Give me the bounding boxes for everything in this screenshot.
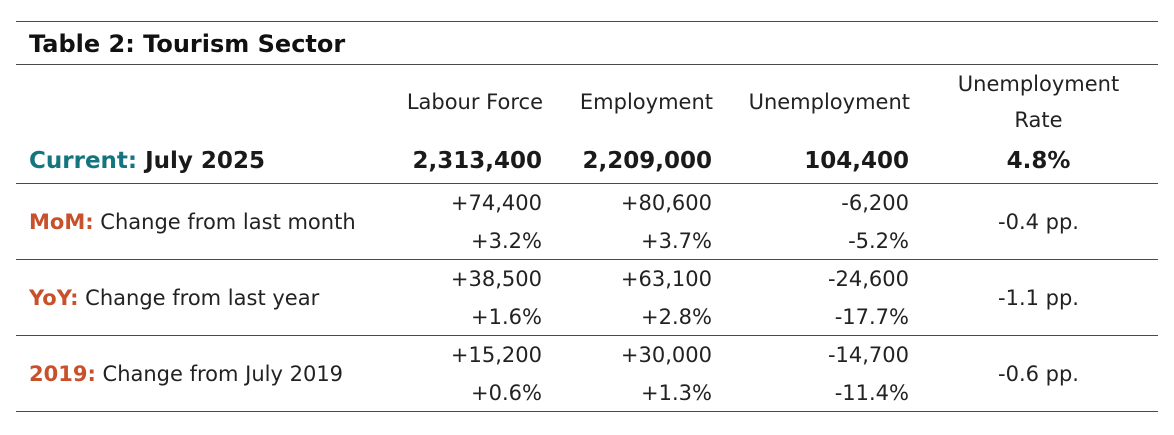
yoy-labour-force-pct: +1.6% (384, 298, 549, 336)
mom-label (16, 184, 384, 260)
y2019-unemployment-pct: -11.4% (715, 374, 913, 412)
current-row (16, 138, 1158, 184)
y2019-prefix: 2019: (29, 361, 96, 386)
mom-unemployment: -6,200 (841, 191, 909, 215)
table-title-row (16, 21, 1158, 65)
table-row (16, 184, 1158, 223)
header-labour-force: Labour Force (406, 89, 543, 114)
yoy-description: Change from last year (78, 285, 320, 310)
header-rate-line2: Rate (1014, 107, 1063, 132)
mom-employment: +80,600 (620, 191, 712, 215)
y2019-label (16, 336, 384, 412)
current-period: July 2025 (137, 147, 265, 174)
mom-employment-pct: +3.7% (549, 222, 715, 260)
y2019-employment: +30,000 (620, 343, 712, 367)
yoy-label (16, 260, 384, 336)
yoy-rate: -1.1 pp. (913, 260, 1158, 336)
y2019-employment-pct: +1.3% (549, 374, 715, 412)
mom-unemployment-pct: -5.2% (715, 222, 913, 260)
table-title: Table 2: Tourism Sector (29, 30, 346, 58)
table-row (16, 260, 1158, 299)
yoy-labour-force: +38,500 (450, 267, 542, 291)
current-unemployment: 104,400 (715, 138, 913, 184)
header-rate-line1: Unemployment (957, 71, 1120, 96)
current-labour-force: 2,313,400 (384, 138, 549, 184)
current-label (16, 138, 384, 184)
y2019-labour-force-pct: +0.6% (384, 374, 549, 412)
current-prefix: Current: (29, 147, 138, 174)
mom-group (16, 184, 1158, 260)
current-employment: 2,209,000 (549, 138, 715, 184)
yoy-prefix: YoY: (29, 285, 79, 310)
y2019-group (16, 336, 1158, 412)
current-rate: 4.8% (913, 138, 1158, 184)
yoy-employment: +63,100 (620, 267, 712, 291)
y2019-rate: -0.6 pp. (913, 336, 1158, 412)
yoy-group (16, 260, 1158, 336)
y2019-unemployment: -14,700 (827, 343, 909, 367)
mom-labour-force: +74,400 (450, 191, 542, 215)
header-row (16, 65, 1158, 138)
yoy-unemployment: -24,600 (827, 267, 909, 291)
y2019-labour-force: +15,200 (450, 343, 542, 367)
mom-description: Change from last month (93, 209, 356, 234)
header-unemployment-rate (913, 65, 1158, 138)
mom-rate: -0.4 pp. (913, 184, 1158, 260)
y2019-description: Change from July 2019 (95, 361, 344, 386)
tourism-sector-table (16, 65, 1158, 412)
mom-prefix: MoM: (29, 209, 94, 234)
header-unemployment: Unemployment (748, 89, 910, 114)
yoy-unemployment-pct: -17.7% (715, 298, 913, 336)
table-row (16, 336, 1158, 375)
yoy-employment-pct: +2.8% (549, 298, 715, 336)
tourism-table-container (16, 21, 1158, 412)
mom-labour-force-pct: +3.2% (384, 222, 549, 260)
header-employment: Employment (579, 89, 713, 114)
header-empty (16, 65, 384, 138)
